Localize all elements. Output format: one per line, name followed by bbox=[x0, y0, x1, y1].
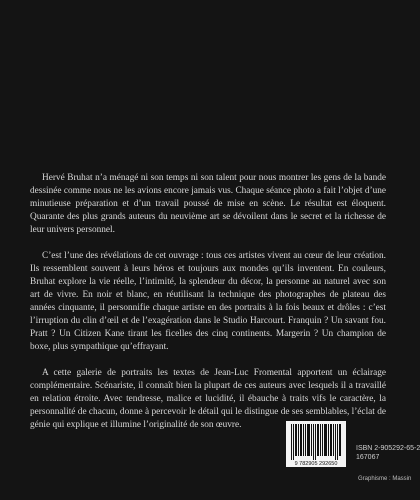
blurb-text bbox=[30, 172, 386, 445]
isbn-block bbox=[356, 444, 420, 462]
barcode-digits: 9 782905 292650 bbox=[294, 461, 338, 467]
blurb-paragraph-3: A cette galerie de portraits les textes de Jean-Luc Fromental apportent un éclairage complémentaire. Scénariste, il connaît bien la plupart de ces auteurs avec lesquels il a travaillé en relation étroite. Avec tendresse, malice et lucidité, il ébauche à traits vifs le caractère, la personnalité de chacun, donne à percevoir le détail qui le distingue de ses semblables, l’éclat de génie qui explique et illumine l’originalité de son œuvre. bbox=[30, 368, 386, 430]
barcode bbox=[286, 421, 346, 467]
design-credit: Graphisme : Massin bbox=[358, 476, 412, 482]
price-code: 167067 bbox=[356, 454, 380, 461]
isbn-number: ISBN 2-905292-65-2 bbox=[356, 445, 420, 452]
blurb-paragraph-2: C’est l’une des révélations de cet ouvrage : tous ces artistes vivent au cœur de leur création. Ils ressemblent souvent à leurs héros et toujours aux mondes qu’ils inventent. En couleurs, Bruhat explore la vie réelle, l’intimité, la splendeur du décor, la personne au naturel avec son art de vivre. En noir et blanc, en réutilisant la technique des photographes de plateau des années cinquante, il personnifie chaque artiste en des portraits à la fois beaux et drôles : c’est l’irruption du clin d’œil et de l’exagération dans le Studio Harcourt. Franquin ? Un savant fou. Pratt ? Un Citizen Kane tirant les ficelles des cinq continents. Margerin ? Un champion de boxe, plus sympathique qu’effrayant. bbox=[30, 251, 386, 352]
blurb-paragraph-1: Hervé Bruhat n’a ménagé ni son temps ni son talent pour nous montrer les gens de la bande dessinée comme nous ne les avions encore jamais vus. Chaque séance photo a fait l’objet d’une minutieuse préparation et d’un travail poussé de mise en scène. Le résultat est éloquent. Quarante des plus grands auteurs du neuvième art se dévoilent dans le secret et la richesse de leur univers personnel. bbox=[30, 173, 386, 235]
